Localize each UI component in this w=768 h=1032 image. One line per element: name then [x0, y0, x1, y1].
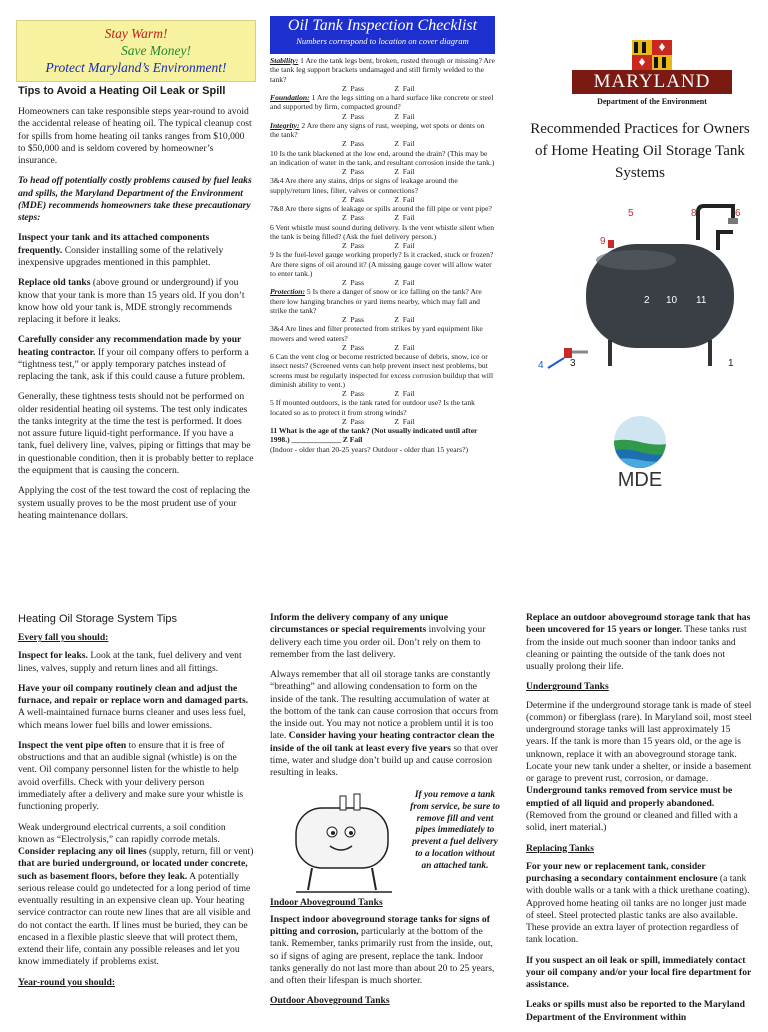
replacing-tanks-subheading: Replacing Tanks	[526, 842, 594, 854]
tank-removal-note: If you remove a tank from service, be sure to remove fill and vent pipes immediately to prevent a fuel delivery to a location without an attached tank.	[410, 790, 500, 871]
paragraph-text: so that over time, water and sludge don’t build up and cause corrosion resulting in leaks.	[270, 742, 499, 779]
diagram-label: 3	[570, 358, 576, 369]
every-fall-subheading: Every fall you should:	[18, 632, 109, 644]
diagram-label: 2	[644, 295, 650, 306]
pass-fail-row[interactable]: Z Pass Z Fail	[342, 167, 415, 176]
paragraph-text: If your oil company offers to perform a “tightness test,” or apply temporary patches instead of replacing the tank, ask if this could cause a future problem.	[18, 346, 249, 383]
indoor-tanks-subheading: Indoor Aboveground Tanks	[270, 897, 383, 909]
oil-tank-diagram	[528, 200, 748, 375]
diagram-label: 4	[538, 360, 544, 371]
department-name: Department of the Environment	[597, 97, 707, 106]
tips-paragraph: Homeowners can take responsible steps year-round to avoid the accidental release of heating oil. The typical cleanup cost for spills from home heating oil tanks ranges from $10,000 to $50,000 and is seldom covered by homeowner’s insurance.	[18, 106, 252, 167]
paragraph-text: involving your delivery each time you order oil. Don’t rely on them to remember from the last delivery.	[270, 624, 486, 660]
bold-lead: that are buried underground, or located under concrete, such as basement floors, before they leak.	[18, 858, 248, 882]
checklist-question: 10 Is the tank blackened at the low end, around the drain? (This may be an indication of water in the tank, and resultant corrosion inside the tank.)	[270, 148, 495, 167]
checklist-category: Foundation:	[270, 93, 310, 102]
tank-leg	[708, 340, 712, 366]
outdoor-tanks-subheading: Outdoor Aboveground Tanks	[270, 995, 390, 1007]
tips-paragraph: Generally, these tightness tests should not be performed on older residential heating oil systems. The test only indicates the tanks integrity at the time the test is performed. It does not assure future liquid-tight performance. If you have a tank, fuel delivery line, valves, piping or fittings that may be in questionable condition, then it is probably better to replace the equipment that is causing the concern.	[18, 391, 254, 476]
fuel-gauge	[608, 240, 614, 248]
diagram-label: 8	[691, 208, 697, 219]
bold-lead: Inspect the vent pipe often	[18, 739, 127, 751]
checklist-question: 5 If mounted outdoors, is the tank rated for outdoor use? Is the tank located so as to protect it from strong winds?	[270, 398, 475, 417]
diagram-label: 5	[628, 208, 634, 219]
checklist-question: 1 Are the legs sitting on a hard surface like concrete or steel and supported by firm, compacted ground?	[270, 93, 494, 112]
checklist-question: 2 Are there any signs of rust, weeping, wet spots or dents on the tank?	[270, 120, 485, 139]
diagram-label: 7	[718, 222, 724, 233]
paragraph-text: Weak underground electrical currents, a soil condition known as “Electrolysis,” can rapidly corrode metals.	[18, 821, 226, 845]
checklist-item	[270, 324, 495, 352]
paragraph-text: to ensure that it is free of obstructions and that an audible signal (whistle) is on the vent. Oil company personnel listen for the whistle to help avoid overfills. Check with your delivery person immediately after a delivery and make sure your whistle is functioning properly.	[18, 739, 244, 813]
slogan-banner	[16, 20, 256, 82]
checklist-question: 5 Is there a danger of snow or ice falling on the tank? Are there low hanging branches or yard items nearby, which may fall and strike the tank?	[270, 287, 482, 315]
bold-lead: Inspect for leaks.	[18, 650, 88, 662]
paragraph-text: Determine if the underground storage tank is made of steel (common) or fiberglass (rare). In Maryland soil, most steel underground storage tanks will last approximately 15 years. If the tank is more than 15 years old, or the age is unknown, replace it with an aboveground storage tank. Locate your new tank under a shelter, or inside a basement or garage to prevent rust, corrosion, or damage.	[526, 699, 752, 785]
diagram-label: 10	[666, 295, 678, 306]
pass-fail-row[interactable]: Z Pass Z Fail	[342, 241, 415, 250]
bold-lead: Replace an outdoor aboveground storage tank that has been uncovered for 15 years or longer.	[526, 612, 751, 636]
checklist-category: Stability:	[270, 56, 299, 65]
checklist-category: Protection:	[270, 287, 306, 297]
diagram-label: 9	[600, 236, 606, 247]
paragraph-text: A potentially serious release could go undetected for a long period of time eventually resulting in an expensive clean up. Your heating service contractor can route new lines that are all visible and do not contact the earth. If lines must be buried, they can be encased in a flexible plastic sleeve that will protect them, extend their life, contain any possible releases and let you know immediately if problems exist.	[18, 870, 251, 968]
brochure-title: Recommended Practices for Owners of Home Heating Oil Storage Tank Systems	[530, 121, 750, 181]
bold-lead: Underground tanks removed from service must be emptied of all liquid and properly abandoned.	[526, 785, 733, 809]
tips-paragraph	[18, 650, 254, 675]
bold-lead: Inspect indoor aboveground storage tanks for signs of pitting and corrosion,	[270, 913, 490, 937]
checklist-item	[270, 223, 495, 251]
vent-pipe	[698, 206, 733, 240]
checklist-category: Integrity:	[270, 120, 300, 130]
tips-paragraph	[270, 914, 500, 988]
checklist-item	[270, 121, 495, 149]
tips-heading: Tips to Avoid a Heating Oil Leak or Spill	[18, 85, 226, 97]
checklist-item	[270, 93, 495, 121]
checklist-item	[270, 398, 495, 426]
paragraph-text: (above ground or underground) if you know that your tank is more than 15 years old. If you don’t know how old your tank is, MDE strongly recommends replacing it before it leaks.	[18, 277, 245, 326]
year-round-subheading: Year-round you should:	[18, 976, 116, 988]
paragraph-text: (a tank with double walls or a tank with a thick urethane coating). Approved home heating oil tanks are no longer just made of steel. Steel protected plastic tanks are also available. These provide an extra layer of protection regardless of tank location.	[526, 873, 750, 946]
system-tips-column	[18, 612, 254, 989]
checklist-item	[270, 56, 495, 93]
tips-paragraph	[18, 277, 254, 326]
pass-fail-row[interactable]: Z Pass Z Fail	[342, 194, 415, 204]
pass-fail-row[interactable]: Z Pass Z Fail	[342, 416, 415, 426]
pass-fail-row[interactable]: Z Pass Z Fail	[342, 342, 415, 352]
checklist-question: 9 Is the fuel-level gauge working properly? Is it cracked, stuck or frozen? Are there signs of oil around it? (A missing gauge cover will allow water to enter tank.)	[270, 250, 494, 278]
checklist-item	[270, 287, 495, 324]
checklist-title: Oil Tank Inspection Checklist	[287, 17, 478, 34]
tips-paragraph	[18, 232, 254, 269]
checklist-item	[270, 352, 495, 398]
pass-fail-row[interactable]: Z Pass Z Fail	[342, 83, 415, 93]
checklist-question: 7&8 Are there signs of leakage or spills around the fill pipe or vent pipe?	[270, 204, 492, 213]
checklist	[270, 56, 495, 454]
tips-column	[18, 84, 254, 530]
checklist-question: 3&4 Are lines and filter protected from strikes by yard equipment like mowers and weed eaters?	[270, 324, 483, 343]
pass-fail-row[interactable]: Z Pass Z Fail	[342, 278, 415, 287]
diagram-label: 1	[728, 358, 734, 369]
tips-paragraph	[18, 683, 254, 732]
paragraph-text: Always remember that all oil storage tanks are constantly “breathing” and allowing condensation to form on the inside of the tank. The resulting accumulation of water at the bottom of the tank can cause corrosion that occurs from the inside out. You may not notice a problem until it is too late.	[270, 669, 499, 742]
tips-paragraph: Applying the cost of the test toward the cost of replacing the system usually proves to be the most prudent use of your heating maintenance dollars.	[18, 485, 251, 521]
bold-lead: Replace old tanks	[18, 277, 91, 289]
checklist-item	[270, 176, 495, 204]
tips-paragraph	[18, 822, 254, 969]
checklist-question: 6 Can the vent clog or become restricted because of debris, snow, ice or insect nests? (Screened vents can help prevent insect nest problems, but screens must be regularly inspected for excess corrosion buildup that will diminish ability to vent.)	[270, 352, 494, 389]
pass-fail-row[interactable]: Z Pass Z Fail	[342, 111, 415, 121]
tips-paragraph	[526, 861, 752, 947]
checklist-question: 3&4 Are there any stains, drips or signs of leakage around the supply/return lines, filter, valves or connections?	[270, 176, 458, 195]
tips-paragraph: If you suspect an oil leak or spill, immediately contact your oil company and/or your local fire department for assistance.	[526, 954, 752, 991]
filter-valve	[564, 348, 572, 358]
checklist-item	[270, 149, 495, 177]
tank-leg	[608, 340, 612, 366]
paragraph-text: particularly at the bottom of the tank. Remember, tanks primarily rust from the inside, out, so if signs of aging are present, replace the tank. Indoor tanks generally do not last more than about 20 to 25 years, and often their lifespan is much shorter.	[270, 925, 495, 987]
checklist-header	[270, 16, 495, 54]
bold-lead: Have your oil company routinely clean and adjust the furnace, and repair or replace worn and damaged parts.	[18, 682, 249, 707]
checklist-subtitle: Numbers correspond to location on cover diagram	[296, 36, 469, 46]
maryland-flag-icon	[632, 40, 672, 70]
system-tips-heading: Heating Oil Storage System Tips	[18, 613, 177, 625]
bold-lead: Carefully consider any recommendation made by your heating contractor.	[18, 334, 242, 358]
tips-paragraph	[526, 700, 752, 835]
tips-paragraph: To head off potentially costly problems caused by fuel leaks and spills, the Maryland Department of the Environment (MDE) recommends homeowners take these precautionary steps:	[18, 175, 252, 224]
pass-fail-row[interactable]: Z Pass Z Fail	[342, 389, 415, 398]
tips-paragraph	[270, 612, 500, 661]
tips-paragraph	[18, 334, 254, 383]
pass-fail-row[interactable]: Z Pass Z Fail	[342, 139, 415, 149]
paragraph-text: These tanks rust from the inside out much sooner than indoor tanks and cleaning or painting the outside of the tank does not usually prolong their life.	[526, 624, 747, 673]
slogan-line-1: Stay Warm!	[104, 26, 168, 41]
underground-tanks-subheading: Underground Tanks	[526, 681, 609, 693]
slogan-line-3: Protect Maryland’s Environment!	[45, 60, 227, 75]
bold-lead: Inform the delivery company of any unique circumstances or special requirements	[270, 612, 449, 636]
paragraph-text: Look at the tank, fuel delivery and vent lines, valves, supply and return lines and all fittings.	[18, 650, 242, 674]
tips-paragraph	[526, 612, 752, 673]
bold-lead: For your new or replacement tank, consider purchasing a secondary containment enclosure	[526, 860, 718, 885]
paragraph-text: (Removed from the ground or cleaned and filled with a solid, inert material.)	[526, 809, 738, 834]
tanks-column	[526, 612, 752, 1032]
cartoon-tank-illustration	[282, 788, 406, 898]
bold-lead: Consider replacing any oil lines	[18, 846, 147, 858]
mde-wordmark: MDE	[617, 469, 663, 491]
tips-paragraph: Leaks or spills must also be reported to the Maryland Department of the Environment within	[526, 999, 745, 1023]
bold-lead: Inspect your tank and its attached components frequently.	[18, 232, 210, 256]
tips-paragraph	[18, 740, 254, 814]
tank-age-note: (Indoor - older than 20-25 years? Outdoor - older than 15 years?)	[270, 444, 469, 454]
checklist-item	[270, 204, 495, 223]
checklist-question: 6 Vent whistle must sound during delivery. Is the vent whistle silent when the tank is being filled? (Ask the fuel delivery person.)	[270, 222, 494, 241]
slogan-line-2: Save Money!	[120, 43, 192, 58]
diagram-label: 11	[696, 295, 707, 306]
paragraph-text: (supply, return, fill or vent)	[146, 846, 254, 858]
fill-pipe	[718, 232, 733, 250]
mde-emblem-icon	[598, 412, 682, 468]
paragraph-text: A well-maintained furnace burns cleaner and uses less fuel, which means lower fuel bills and lower emissions.	[18, 707, 246, 731]
tips-paragraph	[270, 669, 500, 779]
maryland-logo	[572, 40, 732, 106]
bold-lead: Consider having your heating contractor clean the inside of the oil tank at least every five years	[270, 730, 495, 754]
pass-fail-row[interactable]: Z Pass Z Fail	[342, 213, 415, 223]
diagram-label: 6	[735, 208, 741, 219]
pass-fail-row[interactable]: Z Pass Z Fail	[342, 315, 415, 324]
tank-age-question[interactable]: 11 What is the age of the tank? (Not usually indicated until after 1998.) _____________ Z Fail	[270, 426, 478, 445]
checklist-question: 1 Are the tank legs bent, broken, rusted through or missing? Are the tank leg support brackets undamaged and still firmly welded to the tank?	[270, 56, 495, 84]
maryland-wordmark: MARYLAND	[572, 70, 732, 94]
mde-logo	[598, 412, 682, 492]
paragraph-text: Consider installing some of the relatively inexpensive upgrades mentioned in this pamphlet.	[18, 244, 224, 268]
checklist-item	[270, 250, 495, 287]
